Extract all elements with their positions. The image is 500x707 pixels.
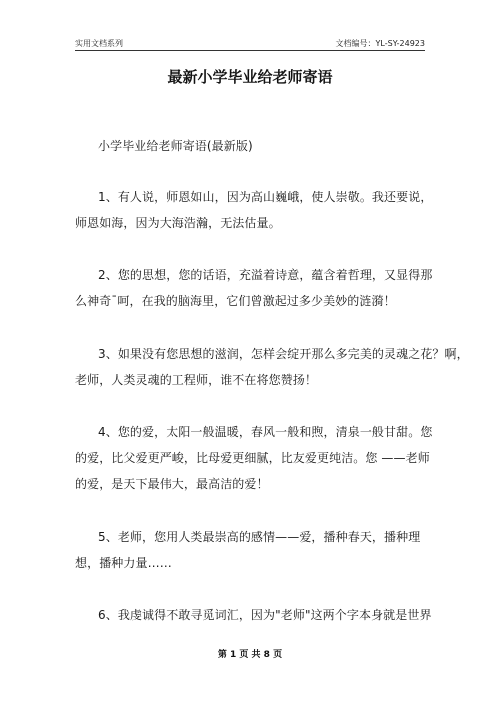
document-subtitle: 小学毕业给老师寄语(最新版) xyxy=(98,139,253,153)
paragraph-5-line-1: 5、老师，您用人类最崇高的感情——爱，播种春天，播种理 xyxy=(98,530,421,544)
paragraph-1-line-2: 师恩如海，因为大海浩瀚，无法估量。 xyxy=(75,216,281,230)
document-title: 最新小学毕业给老师寄语 xyxy=(167,68,333,86)
paragraph-4-line-2: 的爱，比父爱更严峻，比母爱更细腻，比友爱更纯洁。您 ——老师 xyxy=(75,451,430,465)
page-footer: 第 1 页 共 8 页 xyxy=(217,650,283,660)
paragraph-3-line-2: 老师，人类灵魂的工程师，谁不在将您赞扬！ xyxy=(75,373,318,387)
header-series-label: 实用文档系列 xyxy=(75,39,123,48)
header-divider xyxy=(75,50,425,51)
paragraph-2-line-2: 么神奇¯呵，在我的脑海里，它们曾激起过多少美妙的涟漪！ xyxy=(75,294,396,308)
paragraph-5-line-2: 想，播种力量…… xyxy=(75,556,172,570)
paragraph-1-line-1: 1、有人说，师恩如山，因为高山巍峨，使人崇敬。我还要说， xyxy=(98,190,433,204)
paragraph-3-line-1: 3、如果没有您思想的滋润，怎样会绽开那么多完美的灵魂之花？啊， xyxy=(98,347,469,361)
header-document-number: 文档编号：YL-SY-24923 xyxy=(335,39,425,48)
paragraph-4-line-3: 的爱，是天下最伟大，最高洁的爱！ xyxy=(75,477,269,491)
paragraph-2-line-1: 2、您的思想，您的话语，充溢着诗意，蕴含着哲理，又显得那 xyxy=(98,268,433,282)
paragraph-4-line-1: 4、您的爱，太阳一般温暖，春风一般和煦，清泉一般甘甜。您 xyxy=(98,425,433,439)
paragraph-6-line-1: 6、我虔诚得不敢寻觅词汇，因为"老师"这两个字本身就是世界 xyxy=(98,608,432,622)
